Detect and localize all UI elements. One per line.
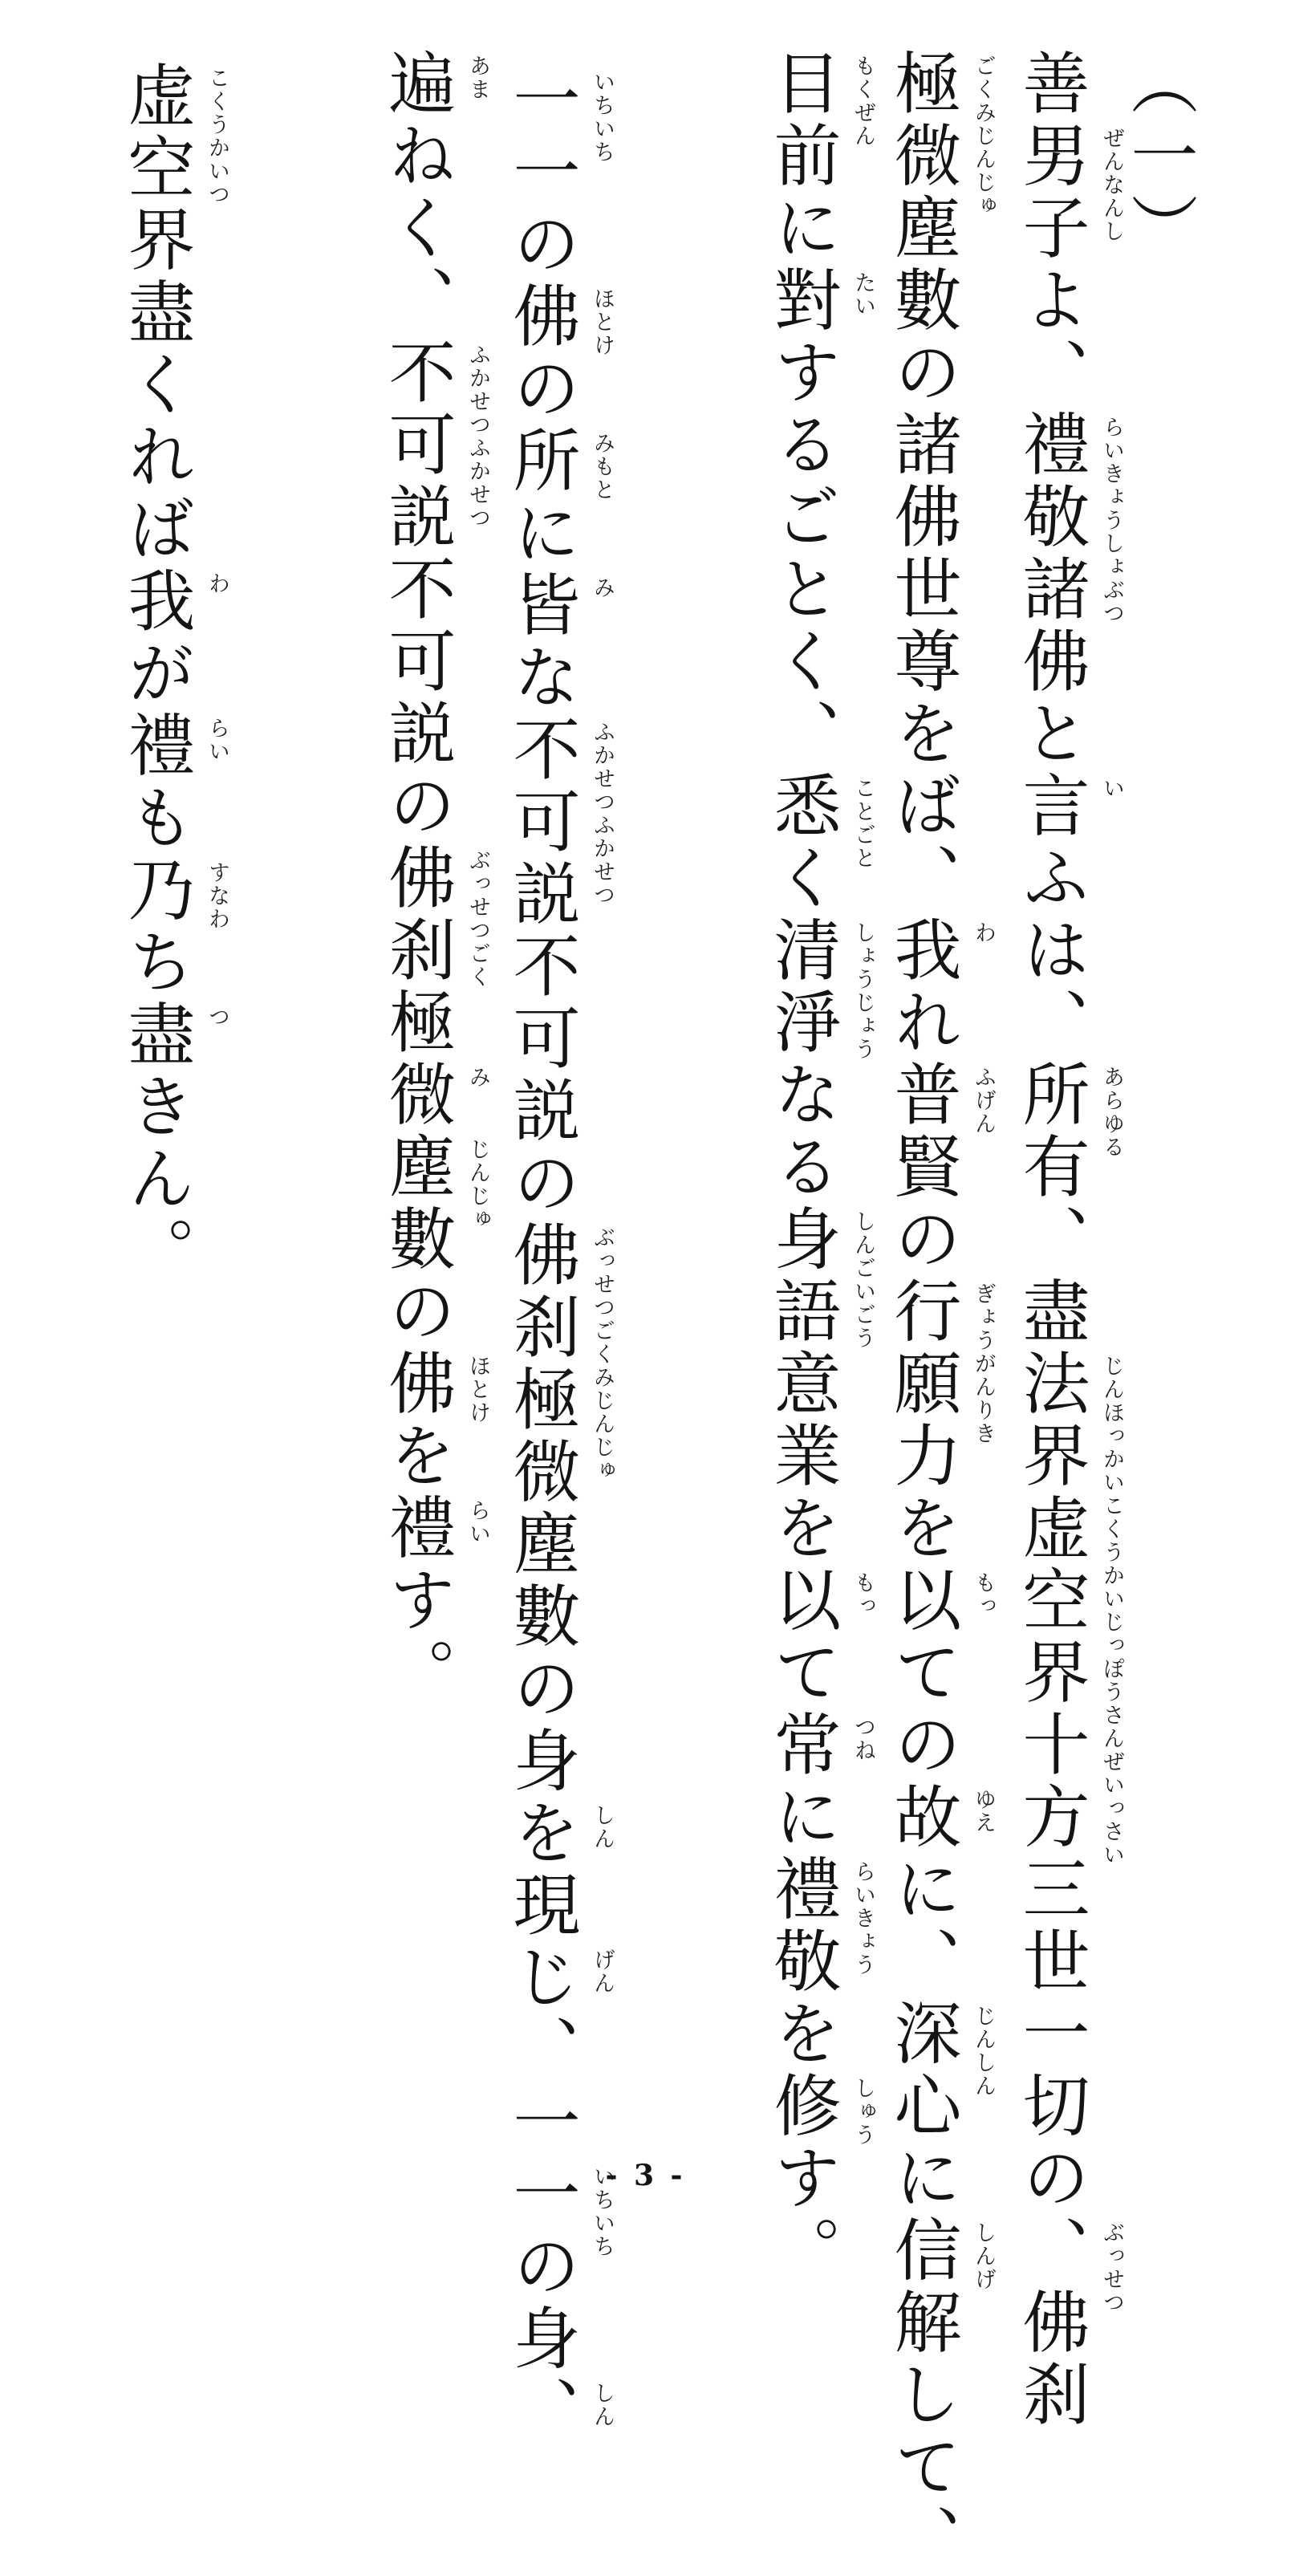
ruby-reading: もくぜん [851, 55, 875, 148]
ruby-reading: らい [205, 717, 229, 763]
ruby-reading: み [590, 576, 615, 599]
ruby-reading: ゆえ [971, 1788, 996, 1834]
ruby-reading: ふかせつふかせつ [465, 343, 490, 530]
ruby-reading: たい [851, 271, 875, 318]
ruby-reading: じんじゅ [465, 1138, 490, 1231]
ruby-reading: ことごと [851, 777, 875, 870]
ruby-reading: わ [971, 921, 996, 945]
section-mark: （一） [1120, 48, 1199, 265]
ruby-reading: しんごいごう [851, 1210, 875, 1350]
ruby-reading: つ [205, 1006, 229, 1029]
ruby-reading: しゅう [851, 2077, 875, 2147]
column-text: 善男子よ、禮敬諸佛と言ふは、所有、盡法界虚空界十方三世一切の、佛刹 [1012, 48, 1090, 2432]
ruby-reading: しんげ [971, 2221, 996, 2291]
column-text: 遍ねく、不可説不可説の佛刹極微塵數の佛を禮す。 [378, 48, 457, 1709]
column-text: 虚空界盡くれば我が禮も乃ち盡きん。 [117, 60, 196, 1288]
ruby-reading: つね [851, 1716, 875, 1762]
ruby-reading: みもと [590, 432, 615, 502]
ruby-reading: ぜんなんし [1099, 127, 1124, 243]
ruby-reading: あま [465, 55, 490, 101]
ruby-reading: すなわ [205, 861, 229, 931]
column-text: 目前に對するごとく、悉く清淨なる身語意業を以て常に禮敬を修す。 [763, 48, 842, 2287]
ruby-reading: ほとけ [590, 287, 615, 357]
ruby-reading: ふげん [971, 1066, 996, 1136]
ruby-reading: しょうじょう [851, 921, 875, 1061]
ruby-reading: あらゆる [1099, 1066, 1124, 1159]
ruby-reading: ぶっせつごくみじんじゅ [590, 1226, 615, 1482]
ruby-reading: み [465, 1066, 490, 1089]
ruby-reading: らいきょうしょぶつ [1099, 416, 1124, 625]
ruby-reading: いちいち [590, 2165, 615, 2258]
ruby-reading: ぶっせつ [1099, 2221, 1124, 2314]
ruby-reading: こくうかいつ [205, 67, 229, 206]
ruby-reading: いちいち [590, 71, 615, 164]
ruby-reading: しん [590, 2382, 615, 2428]
ruby-reading: わ [205, 572, 229, 595]
ruby-reading: ほとけ [465, 1355, 490, 1424]
ruby-reading: もっ [971, 1571, 996, 1618]
ruby-reading: ふかせつふかせつ [590, 721, 615, 907]
ruby-reading: らい [465, 1499, 490, 1546]
ruby-reading: じんほっかいこくうかいじっぽうさんぜいっさい [1099, 1355, 1124, 1867]
ruby-reading: ごくみじんじゅ [971, 55, 996, 217]
ruby-reading: しん [590, 1804, 615, 1851]
ruby-reading: ぎょうがんりき [971, 1282, 996, 1445]
ruby-reading: じんしん [971, 2005, 996, 2098]
ruby-reading: げん [590, 1948, 615, 1995]
ruby-reading: らいきょう [851, 1860, 875, 1977]
ruby-reading: い [1099, 777, 1124, 800]
page-number: - 3 - [605, 2159, 686, 2192]
column-text: 極微塵數の諸佛世尊をば、我れ普賢の行願力を以ての故に、深心に信解して、 [883, 48, 962, 2576]
column-text: 一一の佛の所に皆な不可説不可説の佛刹極微塵數の身を現じ、一一の身、 [502, 64, 581, 2448]
ruby-reading: ぶっせつごく [465, 849, 490, 989]
ruby-reading: もっ [851, 1571, 875, 1618]
